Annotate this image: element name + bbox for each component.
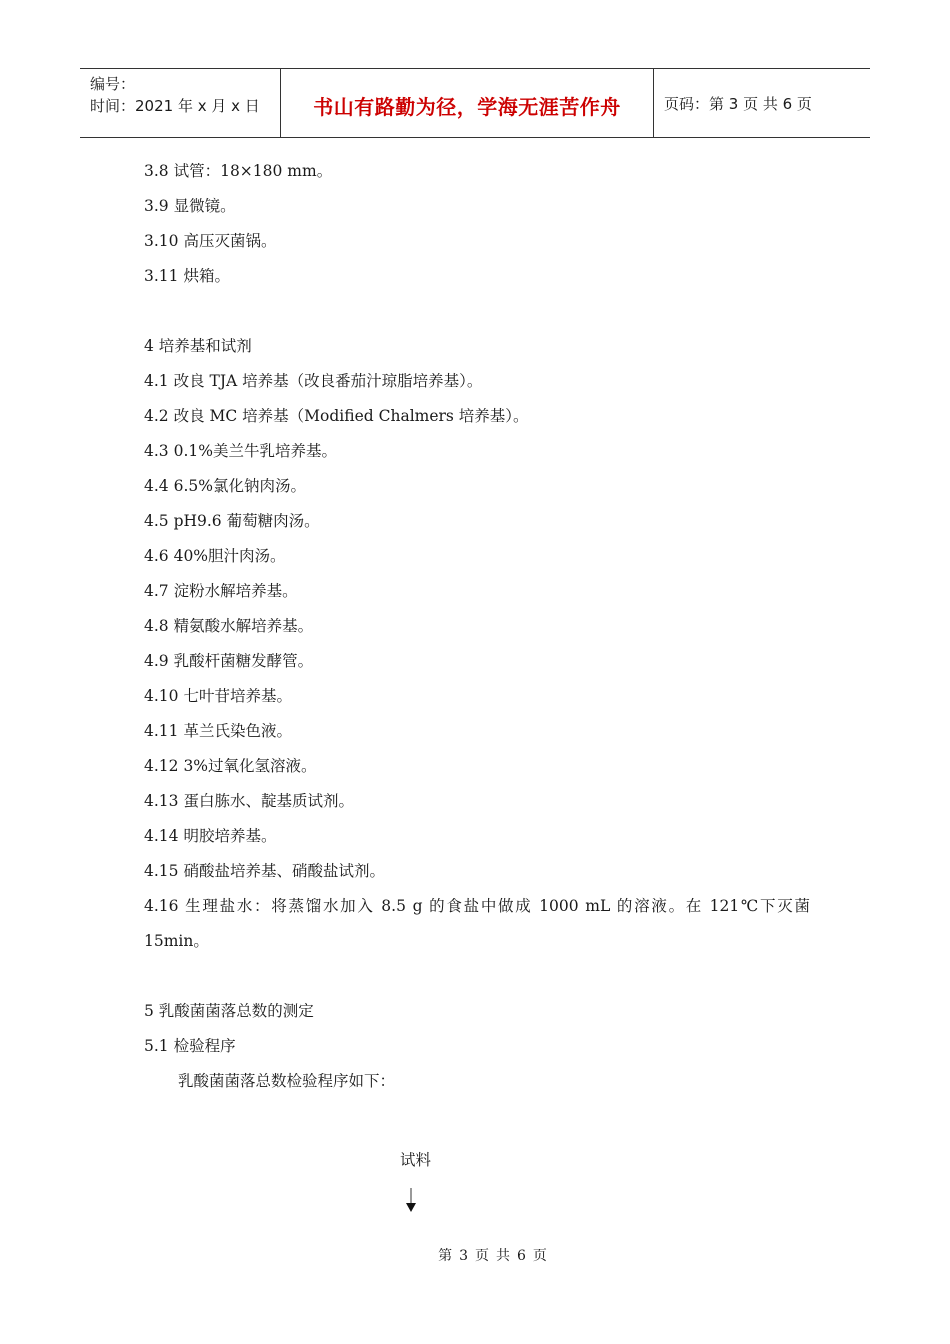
header-motto: 书山有路勤为径，学海无涯苦作舟 — [281, 69, 654, 137]
document-date-label: 时间：2021 年 x 月 x 日 — [90, 97, 260, 115]
body-line: 4.11 革兰氏染色液。 — [144, 722, 292, 740]
body-line: 4.1 改良 TJA 培养基（改良番茄汁琼脂培养基）。 — [144, 372, 483, 390]
footer-ye: 页 — [532, 1248, 548, 1264]
body-line: 4.7 淀粉水解培养基。 — [144, 582, 298, 600]
procedure-intro: 乳酸菌菌落总数检验程序如下： — [178, 1072, 396, 1090]
body-line: 3.9 显微镜。 — [144, 197, 236, 215]
body-line-416: 4.16 生理盐水：将蒸馏水加入 8.5 g 的食盐中做成 1000 mL 的溶液。在 121℃下灭菌 — [144, 897, 810, 915]
page-header — [80, 68, 870, 138]
footer-ye: 页 — [475, 1248, 490, 1264]
body-line-416-continued: 15min。 — [144, 932, 209, 950]
section-heading-5-1: 5.1 检验程序 — [144, 1037, 236, 1055]
blank-line — [144, 296, 810, 331]
section-heading-5: 5 乳酸菌菌落总数的测定 — [144, 1002, 314, 1020]
header-page-info: 页码：第 3 页 共 6 页 — [664, 94, 812, 113]
down-arrow-icon — [403, 1188, 419, 1214]
body-line: 4.2 改良 MC 培养基（Modified Chalmers 培养基）。 — [144, 407, 529, 425]
body-line: 4.8 精氨酸水解培养基。 — [144, 617, 314, 635]
body-line: 3.11 烘箱。 — [144, 267, 230, 285]
document-body — [144, 156, 810, 1101]
body-line: 4.13 蛋白胨水、靛基质试剂。 — [144, 792, 354, 810]
body-line: 4.10 七叶苷培养基。 — [144, 687, 292, 705]
header-meta — [80, 69, 281, 137]
body-line: 4.15 硝酸盐培养基、硝酸盐试剂。 — [144, 862, 385, 880]
footer-gong: 共 — [496, 1248, 511, 1264]
section-heading-4: 4 培养基和试剂 — [144, 337, 252, 355]
body-line: 4.14 明胶培养基。 — [144, 827, 277, 845]
body-line: 4.3 0.1%美兰牛乳培养基。 — [144, 442, 337, 460]
body-line: 4.12 3%过氧化氢溶液。 — [144, 757, 317, 775]
body-line: 3.8 试管：18×180 mm。 — [144, 162, 333, 180]
body-line: 4.9 乳酸杆菌糖发酵管。 — [144, 652, 314, 670]
flowchart-start-node: 试料 — [400, 1151, 432, 1169]
body-line: 4.4 6.5%氯化钠肉汤。 — [144, 477, 306, 495]
document-number-label: 编号： — [90, 75, 136, 93]
body-line: 3.10 高压灭菌锅。 — [144, 232, 277, 250]
blank-line — [144, 961, 810, 996]
footer-total-pages: 6 — [517, 1248, 527, 1264]
footer-page-number: 3 — [459, 1248, 469, 1264]
body-line: 4.5 pH9.6 葡萄糖肉汤。 — [144, 512, 320, 530]
body-line: 4.6 40%胆汁肉汤。 — [144, 547, 286, 565]
page-footer — [0, 1245, 950, 1265]
footer-di: 第 — [438, 1248, 454, 1264]
